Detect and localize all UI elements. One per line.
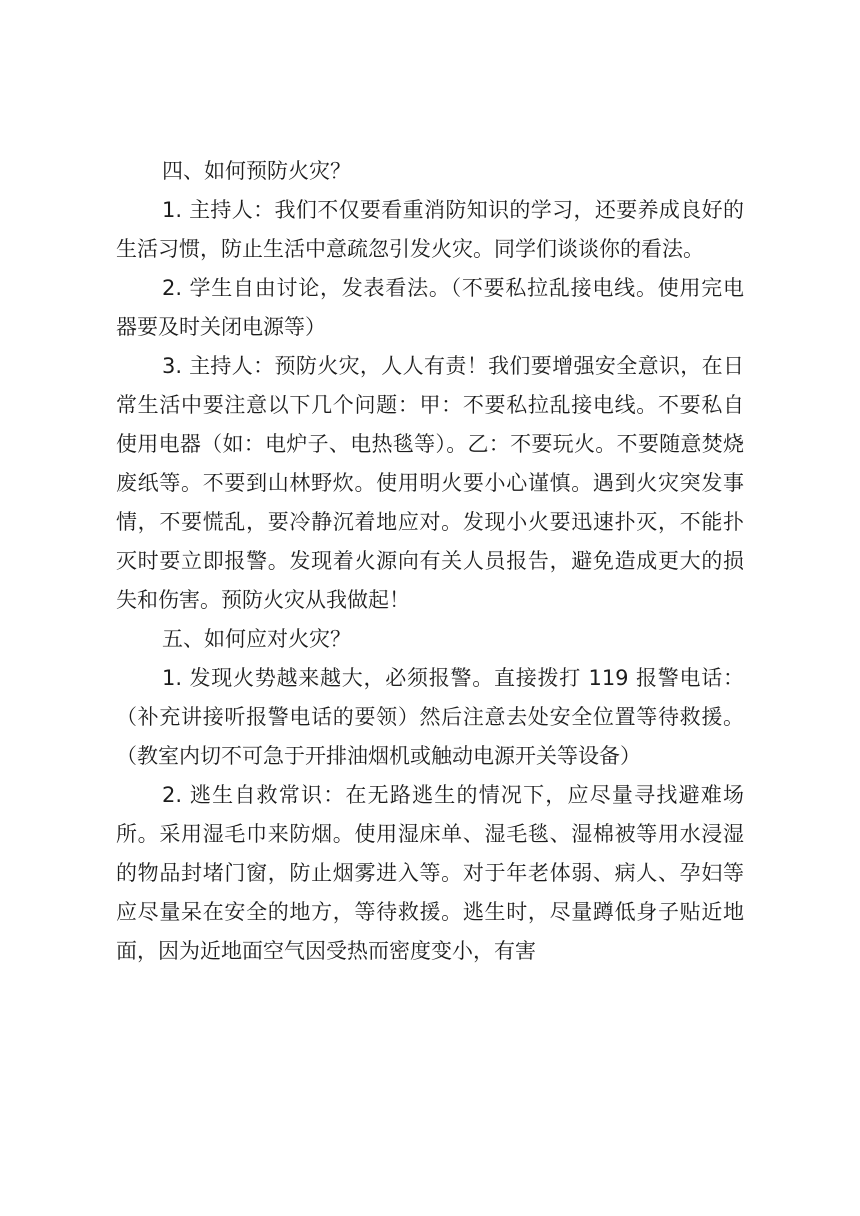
paragraph-host-intro: 1. 主持人：我们不仅要看重消防知识的学习，还要养成良好的生活习惯，防止生活中意疏忽引发火灾。同学们谈谈你的看法。 (116, 198, 744, 261)
paragraph-host-prevention: 3. 主持人：预防火灾，人人有责！我们要增强安全意识，在日常生活中要注意以下几个问题：甲：不要私拉乱接电线。不要私自使用电器（如：电炉子、电热毯等）。乙：不要玩火。不要随意焚烧废纸等。不要到山林野炊。使用明火要小心谨慎。遇到火灾突发事情，不要慌乱，要冷静沉着地应对。发现小火要迅速扑灭，不能扑灭时要立即报警。发现着火源向有关人员报告，避免造成更大的损失和伤害。预防火灾从我做起！ (116, 354, 744, 612)
document-body (116, 152, 744, 971)
paragraph-student-discussion: 2. 学生自由讨论，发表看法。（不要私拉乱接电线。使用完电器要及时关闭电源等） (116, 276, 744, 339)
paragraph-escape-tips: 2. 逃生自救常识：在无路逃生的情况下，应尽量寻找避难场所。采用湿毛巾来防烟。使用湿床单、湿毛毯、湿棉被等用水浸湿的物品封堵门窗，防止烟雾进入等。对于年老体弱、病人、孕妇等应尽量呆在安全的地方，等待救援。逃生时，尽量蹲低身子贴近地面，因为近地面空气因受热而密度变小，有害 (116, 783, 744, 963)
paragraph-report-fire: 1. 发现火势越来越大，必须报警。直接拨打 119 报警电话：（补充讲接听报警电话的要领）然后注意去处安全位置等待救援。（教室内切不可急于开排油烟机或触动电源开关等设备） (116, 666, 744, 768)
section-heading-response: 五、如何应对火灾？ (162, 627, 351, 651)
section-heading-prevention: 四、如何预防火灾？ (162, 159, 351, 183)
